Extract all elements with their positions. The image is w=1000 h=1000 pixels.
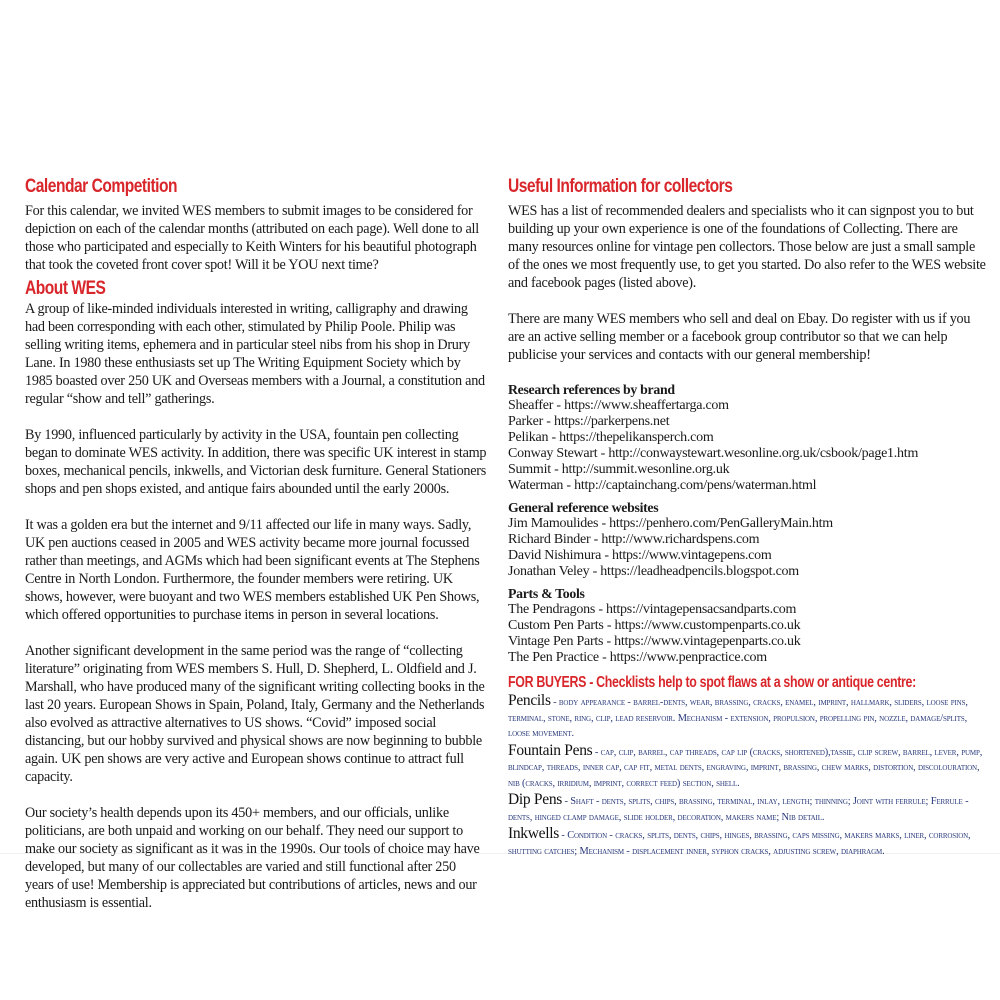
general-reference-list xyxy=(508,516,986,580)
useful-information-heading: Useful Information for collectors xyxy=(508,176,733,197)
checklist-item-pencils xyxy=(508,694,986,741)
parts-link-custom-pen-parts[interactable]: Custom Pen Parts - https://www.custompenparts.co.uk xyxy=(508,618,801,633)
useful-paragraph-2: There are many WES members who sell and deal on Ebay. Do register with us if you are an active selling member or a facebook group contributor so that we can help publicise your services and contacts with our general membership! xyxy=(508,311,971,363)
about-paragraph-3: It was a golden era but the internet and 9/11 affected our life in many ways. Sadly, UK pen auctions ceased in 2005 and WES activity became more journal focussed rather than meetings, and AGMs which had been significant events at The Stephens Centre in North London. Furthermore, the founder members were retiring. UK shows, however, were buoyant and two WES members established UK Pen Shows, which offered opportunities to purchase items in person in several locations. xyxy=(25,517,480,623)
checklist-description: - body appearance - barrel-dents, wear, brassing, cracks, enamel, imprint, hallmark, sliders, loose pins, terminal, stone, ring, clip, lead reservoir. Mechanism - extension, propulsion, propelling pin, nozzle, damage/splits, loose movement. xyxy=(508,697,968,739)
buyers-checklist-section xyxy=(508,674,986,858)
parts-tools-section xyxy=(508,586,986,666)
about-paragraph-4: Another significant development in the same period was the range of “collecting literature” originating from WES members S. Hull, D. Shepherd, L. Oldfield and J. Marshall, who have produced many of the significant writing collecting books in the last 20 years. European Shows in Spain, Poland, Italy, Germany and the Netherlands also evolved as attractive alternatives to US shows. “Covid” imposed social distancing, but our hobby survived and physical shows are now beginning to bubble again. UK pen shows are very active and European shows continue to attract full capacity. xyxy=(25,643,485,785)
general-reference-section xyxy=(508,500,986,580)
calendar-competition-text: For this calendar, we invited WES members to submit images to be considered for depiction on each of the calendar months (attributed on each page). Well done to all those who participated and especially to Keith Winters for his beautiful photograph that took the coveted front cover spot! Will it be YOU next time? xyxy=(25,203,479,273)
reference-link-conway-stewart[interactable]: Conway Stewart - http://conwaystewart.wesonline.org.uk/csbook/page1.htm xyxy=(508,446,919,461)
about-wes-heading: About WES xyxy=(25,278,106,299)
reference-link-david-nishimura[interactable]: David Nishimura - https://www.vintagepens.com xyxy=(508,548,772,563)
checklist-name: Pencils xyxy=(508,692,551,709)
about-wes-section xyxy=(25,278,487,912)
right-column xyxy=(508,176,986,861)
checklist-description: - Shaft - dents, splits, chips, brassing, terminal, inlay, length; thinning; Joint with ferrule; Ferrule -dents, hinged clamp damage, slide holder, decoration, makers name; Nib detail. xyxy=(508,796,969,823)
parts-tools-heading: Parts & Tools xyxy=(508,586,585,601)
checklist-description: - cap, clip, barrel, cap threads, cap lip (cracks, shortened),tassie, clip screw, barrel, lever, pump, blindcap, threads, inner cap, cap fit, metal dents, engraving, imprint, brassing, chew marks, distortion, discolouration, nib (cracks, irridium, imprint, correct feed) section, shell. xyxy=(508,746,983,789)
parts-link-vintage-pen-parts[interactable]: Vintage Pen Parts - https://www.vintagepenparts.co.uk xyxy=(508,634,801,649)
checklist-description: - Condition - cracks, splits, dents, chips, hinges, brassing, caps missing, makers marks, liner, corrosion, shutting catches; Mechanism - displacement inner, syphon cracks, adjusting screw, diaphragm. xyxy=(508,830,971,857)
checklist-name: Fountain Pens xyxy=(508,741,593,759)
about-paragraph-2: By 1990, influenced particularly by activity in the USA, fountain pen collecting began to dominate WES activity. In addition, there was specific UK interest in stamp boxes, mechanical pencils, inkwells, and Victorian desk furniture. General Stationers shops and pen shops existed, and antique fairs abounded until the early 2000s. xyxy=(25,427,487,497)
buyers-checklist-heading: FOR BUYERS - Checklists help to spot flaws at a show or antique centre: xyxy=(508,674,916,691)
useful-paragraph-1: WES has a list of recommended dealers and specialists who it can signpost you to but building up your own experience is one of the foundations of Collecting. There are many resources online for vintage pen collectors. Those below are just a small sample of the ones we most frequently use, to get you started. Do also refer to the WES website and facebook pages (listed above). xyxy=(508,203,986,291)
reference-link-jonathan-veley[interactable]: Jonathan Veley - https://leadheadpencils.blogspot.com xyxy=(508,564,799,579)
reference-link-richard-binder[interactable]: Richard Binder - http://www.richardspens.com xyxy=(508,532,760,547)
calendar-competition-section xyxy=(25,176,487,274)
research-references-list xyxy=(508,398,986,494)
about-paragraph-5: Our society’s health depends upon its 450+ members, and our officials, unlike politicians, are both unpaid and working on our behalf. They need our support to make our society as significant as it was in the 1990s. Our tools of choice may have developed, but many of our collectables are varied and still functional after 250 years of use! Membership is appreciated but contributions of articles, news and our enthusiasm is essential. xyxy=(25,805,480,911)
reference-link-pelikan[interactable]: Pelikan - https://thepelikansperch.com xyxy=(508,430,714,445)
reference-link-waterman[interactable]: Waterman - http://captainchang.com/pens/waterman.html xyxy=(508,478,817,493)
checklist-item-inkwells xyxy=(508,827,986,858)
reference-link-jim-mamoulides[interactable]: Jim Mamoulides - https://penhero.com/PenGalleryMain.htm xyxy=(508,516,833,531)
reference-link-parker[interactable]: Parker - https://parkerpens.net xyxy=(508,414,670,429)
general-reference-heading: General reference websites xyxy=(508,500,659,515)
checklist-name: Inkwells xyxy=(508,825,559,842)
reference-link-sheaffer[interactable]: Sheaffer - https://www.sheaffertarga.com xyxy=(508,398,729,413)
parts-link-pen-practice[interactable]: The Pen Practice - https://www.penpractice.com xyxy=(508,650,767,665)
checklist-name: Dip Pens xyxy=(508,791,563,808)
left-column xyxy=(25,176,487,912)
checklist-item-dip-pens xyxy=(508,793,986,824)
research-references-heading: Research references by brand xyxy=(508,382,675,397)
checklist-item-fountain-pens xyxy=(508,741,986,791)
calendar-competition-heading: Calendar Competition xyxy=(25,176,178,197)
parts-tools-list xyxy=(508,602,986,666)
parts-link-pendragons[interactable]: The Pendragons - https://vintagepensacsandparts.com xyxy=(508,602,797,617)
reference-link-summit[interactable]: Summit - http://summit.wesonline.org.uk xyxy=(508,462,730,477)
about-paragraph-1: A group of like-minded individuals interested in writing, calligraphy and drawing had been corresponding with each other, stimulated by Philip Poole. Philip was selling writing items, ephemera and in particular steel nibs from his shop in Drury Lane. In 1980 these enthusiasts set up The Writing Equipment Society which by 1985 boasted over 250 UK and Overseas members with a Journal, a constitution and regular “show and tell” gatherings. xyxy=(25,301,485,407)
research-references-section xyxy=(508,382,986,494)
useful-information-section xyxy=(508,176,986,364)
